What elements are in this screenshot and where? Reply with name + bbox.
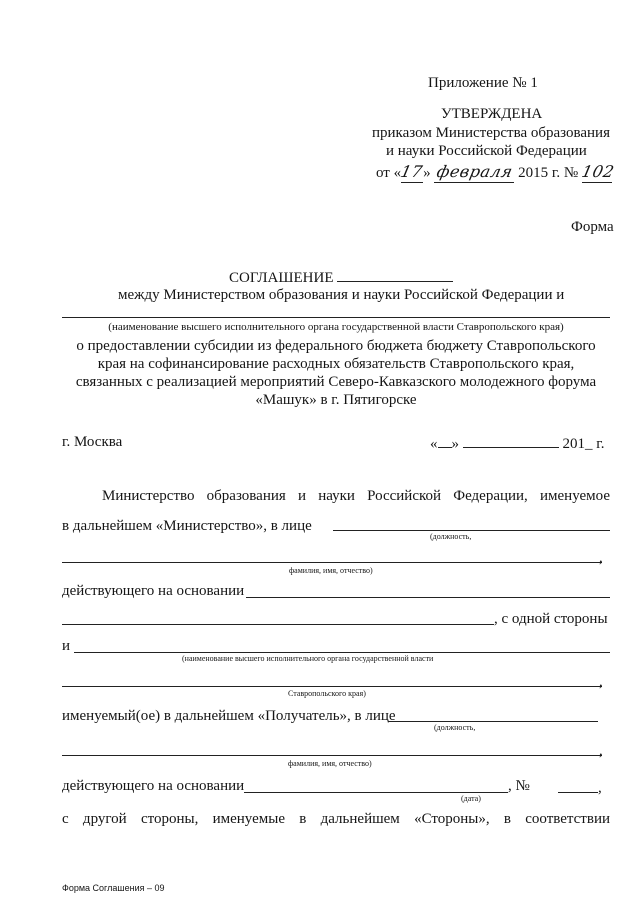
- quote-close: »: [451, 436, 459, 452]
- agreement-word: СОГЛАШЕНИЕ: [229, 270, 334, 286]
- purpose-line-3: связанных с реализацией мероприятий Северо-Кавказского молодежного форума: [75, 374, 597, 390]
- basis-blank-line: [246, 597, 610, 598]
- agreement-year: 201_ г.: [562, 436, 605, 452]
- recipient-position-line: [388, 721, 598, 722]
- city-label: г. Москва: [62, 434, 123, 450]
- fio-blank-line: [62, 562, 602, 563]
- quote-open: «: [430, 436, 438, 452]
- date-year: 2015 г. №: [518, 165, 579, 181]
- order-date: [376, 162, 617, 183]
- number-sign: , №: [508, 778, 530, 794]
- ministry-line-2: в дальнейшем «Министерство», в лице: [62, 518, 312, 534]
- recipient-label: именуемый(ое) в дальнейшем «Получатель», в лице: [62, 708, 396, 724]
- purpose-line-4: «Машук» в г. Пятигорске: [255, 392, 417, 408]
- date-sep: »: [423, 165, 431, 181]
- agreement-date: [430, 433, 604, 453]
- one-side-label: , с одной стороны: [494, 611, 608, 627]
- number-blank-line: [558, 792, 598, 793]
- purpose-line-1: о предоставлении субсидии из федерального бюджета бюджету Ставропольского: [76, 338, 596, 354]
- agreement-number-blank: [337, 267, 453, 282]
- acting-basis-label: действующего на основании: [62, 583, 245, 599]
- recipient-fio-caption: фамилия, имя, отчество): [288, 759, 372, 768]
- agreement-title: [229, 267, 453, 287]
- recipient-authority-line: [74, 652, 610, 653]
- stavropol-blank-line: [62, 686, 602, 687]
- position-blank-line: [333, 530, 610, 531]
- authority-caption: (наименование высшего исполнительного органа государственной власти Ставропольского края): [108, 321, 564, 333]
- acting-basis-label-2: действующего на основании: [62, 778, 245, 794]
- recipient-fio-line: [62, 755, 602, 756]
- other-side-line: с другой стороны, именуемые в дальнейшем «Стороны», в соответствии: [62, 811, 610, 827]
- and-label: и: [62, 638, 71, 654]
- basis-blank-line-2: [244, 792, 508, 793]
- ministry-line-1: Министерство образования и науки Российской Федерации, именуемое: [102, 488, 610, 504]
- purpose-line-2: края на софинансирование расходных обязательств Ставропольского края,: [97, 356, 575, 372]
- date-month: февраля: [434, 162, 515, 181]
- appendix-label: Приложение № 1: [428, 75, 538, 91]
- month-blank: [463, 433, 559, 448]
- order-line-2: и науки Российской Федерации: [386, 143, 587, 159]
- order-line-1: приказом Министерства образования: [372, 125, 610, 141]
- footer-form-code: Форма Соглашения – 09: [62, 883, 165, 893]
- recipient-position-caption: (должность,: [434, 723, 476, 732]
- agreement-between: между Министерством образования и науки Российской Федерации и: [118, 287, 565, 303]
- date-number: 102: [579, 162, 617, 181]
- date-day: 17: [399, 162, 425, 181]
- fio-caption: фамилия, имя, отчество): [289, 566, 373, 575]
- approved-label: УТВЕРЖДЕНА: [441, 106, 543, 122]
- form-label: Форма: [571, 219, 614, 235]
- authority-blank-line: [62, 317, 610, 318]
- basis-continued-line: [62, 624, 494, 625]
- date-caption: (дата): [461, 794, 481, 803]
- recipient-authority-caption: (наименование высшего исполнительного органа государственной власти: [182, 654, 434, 663]
- date-prefix: от «: [376, 165, 402, 181]
- position-caption: (должность,: [430, 532, 472, 541]
- stavropol-caption: Ставропольского края): [288, 689, 366, 698]
